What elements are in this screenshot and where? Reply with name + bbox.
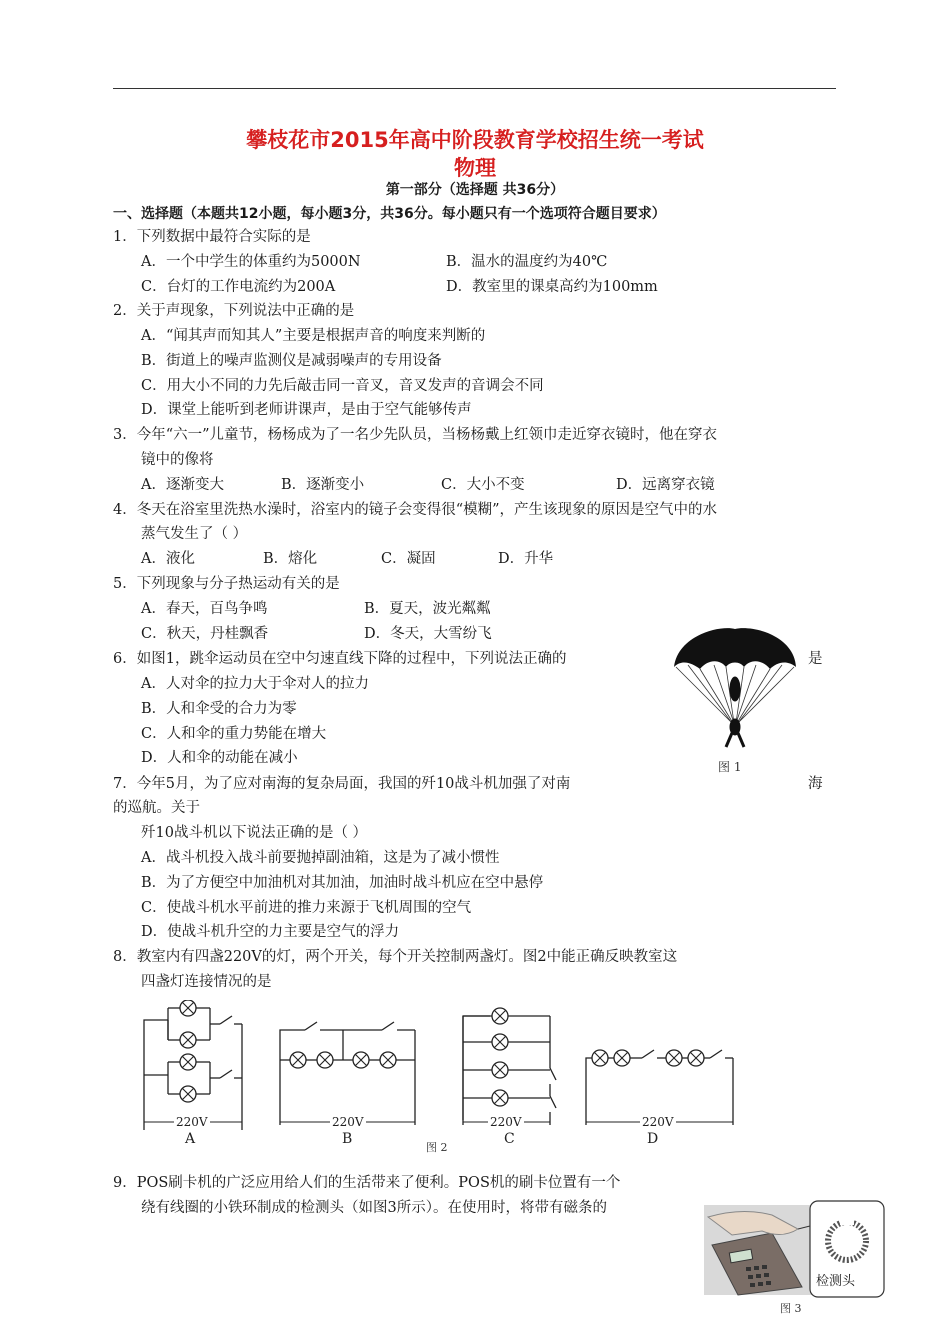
figure-1-label: 图 1 <box>718 760 742 774</box>
subject-title: 物理 <box>454 156 496 180</box>
q3-option-c: C．大小不变 <box>441 477 525 493</box>
q8-stem-cont: 四盏灯连接情况的是 <box>141 974 272 990</box>
q6-option-c: C．人和伞的重力势能在增大 <box>141 726 327 742</box>
q3-option-d: D．远离穿衣镜 <box>616 477 715 493</box>
q6-option-a: A．人对伞的拉力大于伞对人的拉力 <box>141 676 369 692</box>
figure-2-circuits <box>130 1000 750 1160</box>
circuit-c-voltage: 220V <box>490 1115 522 1129</box>
q4-option-d: D．升华 <box>498 551 554 567</box>
lamp-a4 <box>180 1086 196 1102</box>
lamp-c2 <box>492 1034 508 1050</box>
q6-option-d: D．人和伞的动能在减小 <box>141 750 298 766</box>
circuit-c-label: C <box>504 1131 515 1147</box>
q7-option-b: B．为了方便空中加油机对其加油，加油时战斗机应在空中悬停 <box>141 875 544 891</box>
figure-1-parachute <box>670 625 800 775</box>
q2-option-d: D．课堂上能听到老师讲课声，是由于空气能够传声 <box>141 402 472 418</box>
circuit-b <box>280 1022 415 1125</box>
q5-option-d: D．冬天，大雪纷飞 <box>364 626 492 642</box>
q9-stem: 9．POS刷卡机的广泛应用给人们的生活带来了便利。POS机的刷卡位置有一个 <box>113 1175 621 1191</box>
q3-stem: 3．今年“六一”儿童节，杨杨成为了一名少先队员，当杨杨戴上红领巾走近穿衣镜时，他在穿衣 <box>113 427 718 443</box>
q4-option-a: A．液化 <box>141 551 195 567</box>
circuit-b-voltage: 220V <box>332 1115 364 1129</box>
lamp-b4 <box>380 1052 396 1068</box>
circuit-d-label: D <box>647 1131 659 1147</box>
lamp-d2 <box>614 1050 630 1066</box>
q9-stem-cont: 绕有线圈的小铁环制成的检测头（如图3所示）。在使用时，将带有磁条的 <box>141 1200 607 1216</box>
lamp-b2 <box>317 1052 333 1068</box>
q1-option-b: B．温水的温度约为40℃ <box>446 254 608 270</box>
circuit-c <box>463 1016 556 1125</box>
lamp-d3 <box>666 1050 682 1066</box>
lamp-b3 <box>353 1052 369 1068</box>
q8-stem: 8．教室内有四盏220V的灯，两个开关，每个开关控制两盏灯。图2中能正确反映教室这 <box>113 949 678 965</box>
lamp-d4 <box>688 1050 704 1066</box>
lamp-c4 <box>492 1090 508 1106</box>
lamp-c1 <box>492 1008 508 1024</box>
exam-title: 攀枝花市2015年高中阶段教育学校招生统一考试 <box>246 128 704 152</box>
q7-stem-line2: 的巡航。关于 <box>113 800 200 816</box>
q4-option-c: C．凝固 <box>381 551 436 567</box>
circuit-d <box>586 1050 733 1125</box>
lamp-a2 <box>180 1032 196 1048</box>
q7-stem-tail: 海 <box>808 776 823 792</box>
q3-stem-cont: 镜中的像将 <box>141 452 214 468</box>
figure-3-label: 图 3 <box>780 1302 802 1315</box>
q1-option-d: D．教室里的课桌高约为100mm <box>446 279 658 295</box>
q7-option-d: D．使战斗机升空的力主要是空气的浮力 <box>141 924 400 940</box>
q5-option-c: C．秋天，丹桂飘香 <box>141 626 269 642</box>
q2-option-a: A．“闻其声而知其人”主要是根据声音的响度来判断的 <box>141 328 486 344</box>
q5-option-a: A．春天，百鸟争鸣 <box>141 601 268 617</box>
circuit-d-voltage: 220V <box>642 1115 674 1129</box>
q5-option-b: B．夏天，波光粼粼 <box>364 601 491 617</box>
q1-stem: 1．下列数据中最符合实际的是 <box>113 229 311 245</box>
part-title: 第一部分（选择题 共36分） <box>385 182 565 198</box>
q4-stem-cont: 蒸气发生了（ ） <box>141 526 248 542</box>
q4-stem: 4．冬天在浴室里洗热水澡时，浴室内的镜子会变得很“模糊”，产生该现象的原因是空气中的水 <box>113 502 718 518</box>
q6-option-b: B．人和伞受的合力为零 <box>141 701 297 717</box>
q2-option-c: C．用大小不同的力先后敲击同一音叉，音叉发声的音调会不同 <box>141 378 544 394</box>
q7-option-c: C．使战斗机水平前进的推力来源于飞机周围的空气 <box>141 900 472 916</box>
circuit-b-label: B <box>342 1131 353 1147</box>
q6-stem: 6．如图1，跳伞运动员在空中匀速直线下降的过程中，下列说法正确的 <box>113 651 567 667</box>
detector-label: 检测头 <box>816 1274 856 1289</box>
q1-option-c: C．台灯的工作电流约为200A <box>141 279 336 295</box>
lamp-a1 <box>180 1000 196 1016</box>
parachute-canopy <box>674 628 796 669</box>
q1-option-a: A．一个中学生的体重约为5000N <box>141 254 361 270</box>
q7-option-a: A．战斗机投入战斗前要抛掉副油箱，这是为了减小惯性 <box>141 850 500 866</box>
q7-stem: 7．今年5月，为了应对南海的复杂局面，我国的歼10战斗机加强了对南 <box>113 776 571 792</box>
lamp-b1 <box>290 1052 306 1068</box>
figure-2-label: 图 2 <box>426 1141 448 1154</box>
figure-3-pos <box>702 1195 887 1320</box>
q3-option-a: A．逐渐变大 <box>141 477 224 493</box>
lamp-d1 <box>592 1050 608 1066</box>
q2-option-b: B．街道上的噪声监测仪是减弱噪声的专用设备 <box>141 353 442 369</box>
q5-stem: 5．下列现象与分子热运动有关的是 <box>113 576 340 592</box>
q6-stem-tail: 是 <box>808 651 823 667</box>
lamp-c3 <box>492 1062 508 1078</box>
circuit-a-voltage: 220V <box>176 1115 208 1129</box>
q3-option-b: B．逐渐变小 <box>281 477 365 493</box>
section-heading: 一、选择题（本题共12小题，每小题3分，共36分。每小题只有一个选项符合题目要求） <box>113 206 666 222</box>
header-rule <box>113 88 836 89</box>
circuit-a-label: A <box>185 1131 196 1147</box>
q2-stem: 2．关于声现象，下列说法中正确的是 <box>113 303 355 319</box>
q4-option-b: B．熔化 <box>263 551 318 567</box>
lamp-a3 <box>180 1054 196 1070</box>
q7-stem-line3: 歼10战斗机以下说法正确的是（ ） <box>141 825 368 841</box>
